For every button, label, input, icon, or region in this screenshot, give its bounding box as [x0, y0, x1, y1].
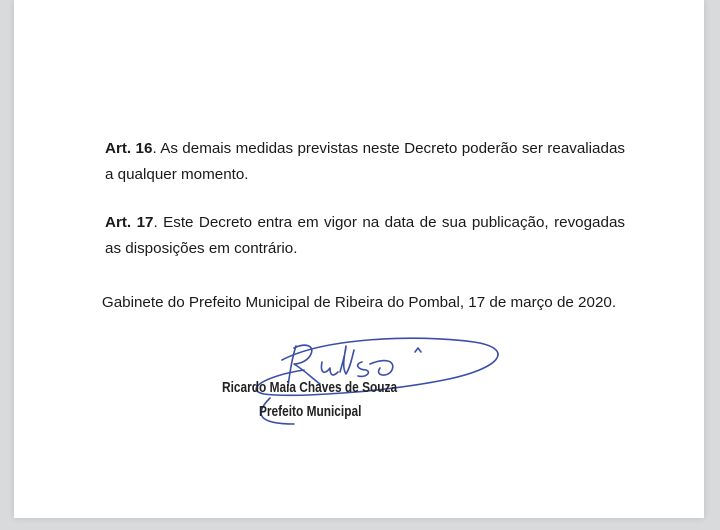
article-17-number: Art. 17	[105, 214, 154, 232]
signatory-name: Ricardo Maia Chaves de Souza	[222, 380, 398, 396]
closing-line: Gabinete do Prefeito Municipal de Ribeira do Pombal, 17 de março de 2020.	[101, 294, 617, 311]
document-page	[14, 0, 704, 518]
signatory-role: Prefeito Municipal	[259, 404, 362, 420]
article-17-text: . Este Decreto entra em vigor na data de sua publicação, revogadas as disposições em contrário.	[105, 214, 625, 258]
article-16	[105, 136, 625, 188]
article-16-number: Art. 16	[105, 140, 153, 158]
article-17	[105, 210, 625, 262]
article-16-text: . As demais medidas previstas neste Decreto poderão ser reavaliadas a qualquer momento.	[105, 140, 625, 184]
